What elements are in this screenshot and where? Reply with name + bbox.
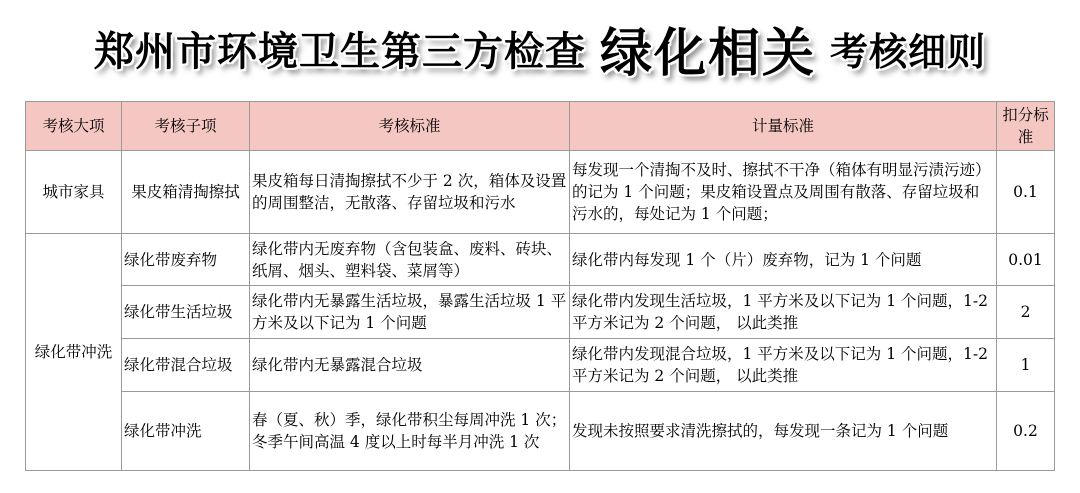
header-item: 考核子项 (122, 102, 250, 151)
item-cell: 绿化带混合垃圾 (122, 339, 250, 392)
deduction-cell: 0.1 (997, 151, 1055, 234)
standard-cell: 春（夏、秋）季，绿化带积尘每周冲洗 1 次；冬季午间高温 4 度以上时每半月冲洗 1 次 (250, 392, 570, 471)
standard-cell: 绿化带内无废弃物（含包装盒、废料、砖块、纸屑、烟头、塑料袋、菜屑等） (250, 234, 570, 286)
category-cell: 绿化带冲洗 (26, 234, 122, 471)
table-row (26, 151, 1055, 234)
title-left: 郑州市环境卫生第三方检查 (93, 28, 586, 75)
measure-cell: 绿化带内发现混合垃圾，1 平方米及以下记为 1 个问题，1-2 平方米记为 2 个问题， 以此类推 (570, 339, 997, 392)
deduction-cell: 1 (997, 339, 1055, 392)
header-measure: 计量标准 (570, 102, 997, 151)
standard-cell: 绿化带内无暴露混合垃圾 (250, 339, 570, 392)
deduction-cell: 0.01 (997, 234, 1055, 286)
table-header-row (26, 102, 1055, 151)
deduction-cell: 0.2 (997, 392, 1055, 471)
table-row (26, 286, 1055, 339)
table-row (26, 392, 1055, 471)
category-cell: 城市家具 (26, 151, 122, 234)
standard-cell: 果皮箱每日清掏擦拭不少于 2 次，箱体及设置的周围整洁，无散落、存留垃圾和污水 (250, 151, 570, 234)
header-deduction: 扣分标准 (997, 102, 1055, 151)
item-cell: 绿化带废弃物 (122, 234, 250, 286)
title-highlight: 绿化相关 (599, 23, 816, 84)
measure-cell: 绿化带内发现生活垃圾，1 平方米及以下记为 1 个问题，1-2 平方米记为 2 个问题， 以此类推 (570, 286, 997, 339)
measure-cell: 发现未按照要求清洗擦拭的，每发现一条记为 1 个问题 (570, 392, 997, 471)
header-standard: 考核标准 (250, 102, 570, 151)
measure-cell: 绿化带内每发现 1 个（片）废弃物，记为 1 个问题 (570, 234, 997, 286)
item-cell: 果皮箱清掏擦拭 (122, 151, 250, 234)
header-category: 考核大项 (26, 102, 122, 151)
item-cell: 绿化带生活垃圾 (122, 286, 250, 339)
item-cell: 绿化带冲洗 (122, 392, 250, 471)
standard-cell: 绿化带内无暴露生活垃圾，暴露生活垃圾 1 平方米及以下记为 1 个问题 (250, 286, 570, 339)
assessment-table (25, 101, 1055, 471)
table-row (26, 339, 1055, 392)
page-title (0, 0, 1080, 96)
table-row (26, 234, 1055, 286)
title-right: 考核细则 (830, 29, 987, 74)
deduction-cell: 2 (997, 286, 1055, 339)
measure-cell: 每发现一个清掏不及时、擦拭不干净（箱体有明显污渍污迹）的记为 1 个问题；果皮箱设置点及周围有散落、存留垃圾和污水的，每处记为 1 个问题； (570, 151, 997, 234)
